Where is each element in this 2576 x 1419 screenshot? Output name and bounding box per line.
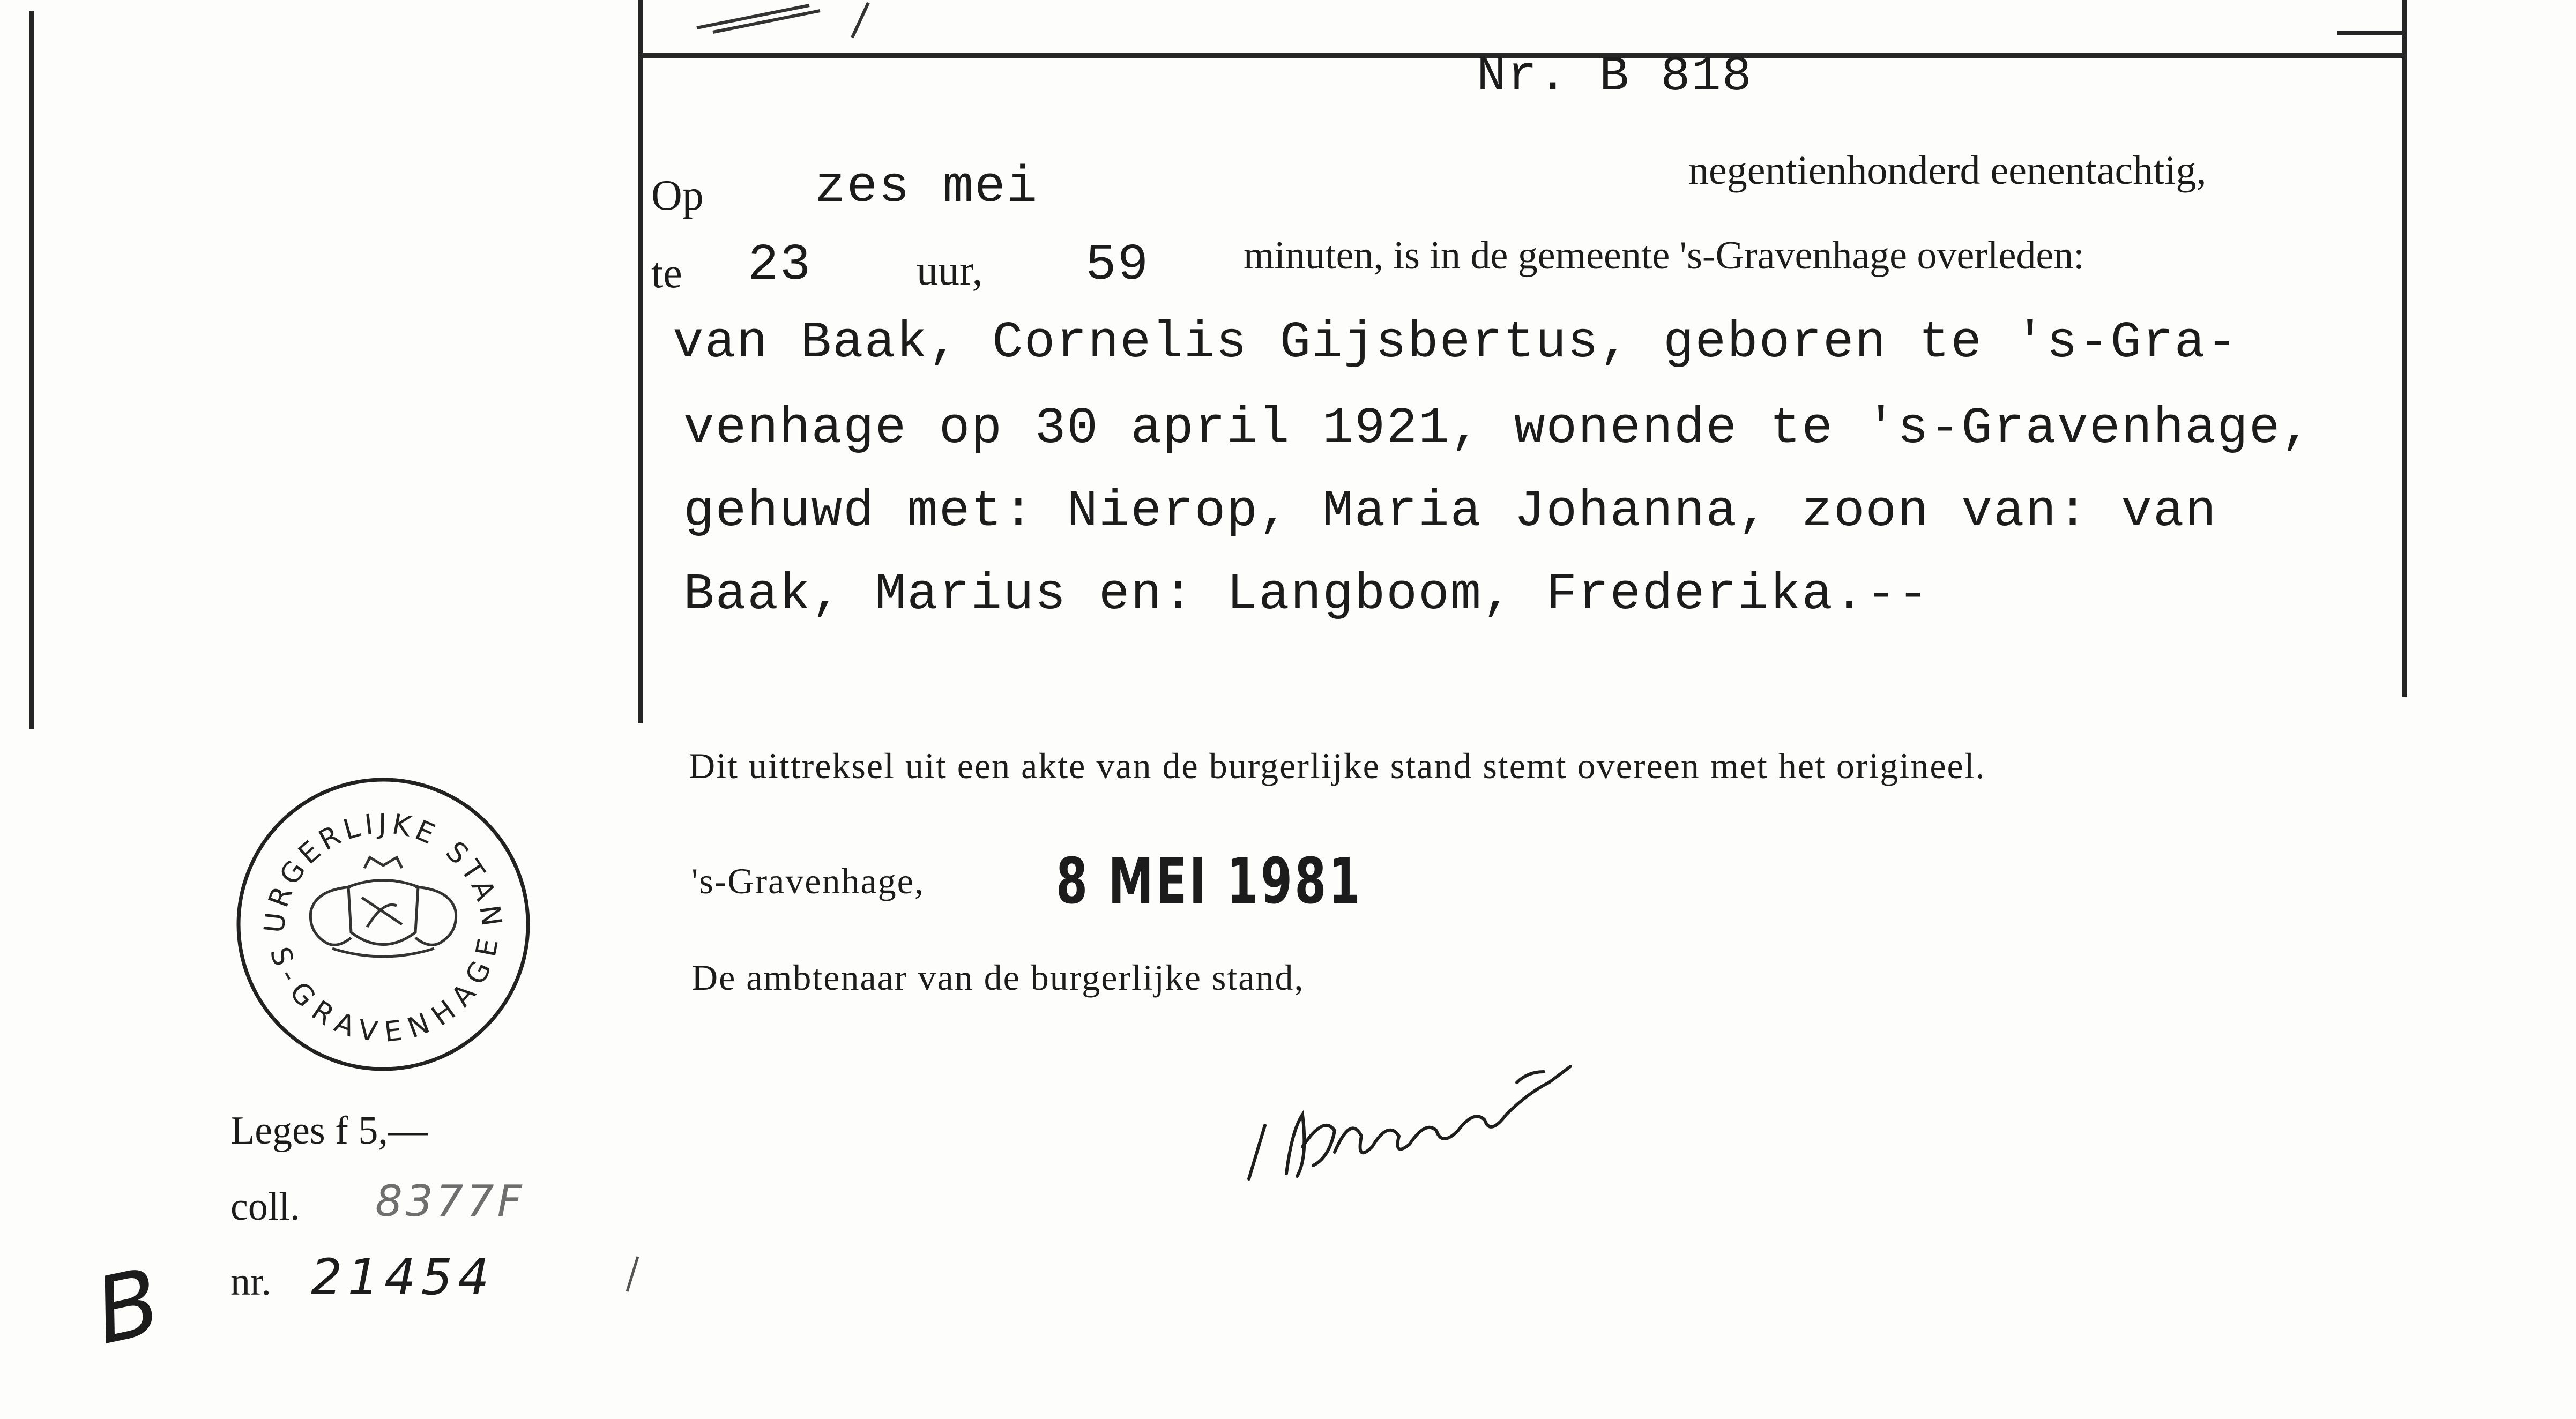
coll-label: coll. bbox=[230, 1185, 300, 1229]
svg-text:BURGERLIJKE STAND bbox=[230, 772, 508, 935]
form-right-border bbox=[2402, 0, 2407, 697]
line2-prefix: te bbox=[651, 250, 682, 297]
left-margin-line bbox=[29, 11, 34, 729]
death-minutes: 59 bbox=[1085, 236, 1150, 294]
line1-prefix: Op bbox=[651, 172, 704, 219]
certification-statement: Dit uittreksel uit een akte van de burgerlijke stand stemt overeen met het origineel. bbox=[689, 745, 1986, 786]
bottom-tick bbox=[622, 1254, 643, 1297]
body-line-2: venhage op 30 april 1921, wonende te 's-Gravenhage, bbox=[683, 399, 2313, 458]
body-line-1: van Baak, Cornelis Gijsbertus, geboren te 's-Gra- bbox=[673, 313, 2238, 372]
form-right-tick bbox=[2337, 31, 2407, 35]
line2-suffix: minuten, is in de gemeente 's-Gravenhage overleden: bbox=[1244, 234, 2084, 278]
hours-label: uur, bbox=[917, 247, 983, 294]
coll-value: 8377F bbox=[375, 1176, 525, 1226]
record-number: Nr. B 818 bbox=[1477, 48, 1753, 104]
nr-value: 21454 bbox=[311, 1249, 495, 1306]
nr-label: nr. bbox=[230, 1260, 272, 1304]
seal-top-text: URGERLIJKE STAN bbox=[258, 808, 509, 935]
coat-of-arms-icon bbox=[310, 857, 456, 957]
margin-mark: B bbox=[86, 1249, 169, 1365]
death-date-typed: zes mei bbox=[815, 158, 1039, 216]
top-scribble bbox=[691, 0, 884, 48]
year-text: negentienhonderd eenentachtig, bbox=[1688, 148, 2207, 193]
form-left-border bbox=[638, 0, 643, 723]
certification-place: 's-Gravenhage, bbox=[691, 861, 925, 901]
leges-label: Leges f 5,— bbox=[230, 1109, 428, 1153]
signature bbox=[1227, 1050, 1592, 1190]
body-line-4: Baak, Marius en: Langboom, Frederika.-- bbox=[683, 565, 1930, 624]
death-hours: 23 bbox=[748, 236, 812, 294]
official-title: De ambtenaar van de burgerlijke stand, bbox=[691, 957, 1305, 998]
seal-bottom-text: S-GRAVENHAGE bbox=[263, 931, 506, 1049]
official-seal bbox=[230, 772, 536, 1077]
date-stamp: 8 MEI 1981 bbox=[1056, 844, 1363, 918]
body-line-3: gehuwd met: Nierop, Maria Johanna, zoon van: van bbox=[683, 482, 2217, 541]
